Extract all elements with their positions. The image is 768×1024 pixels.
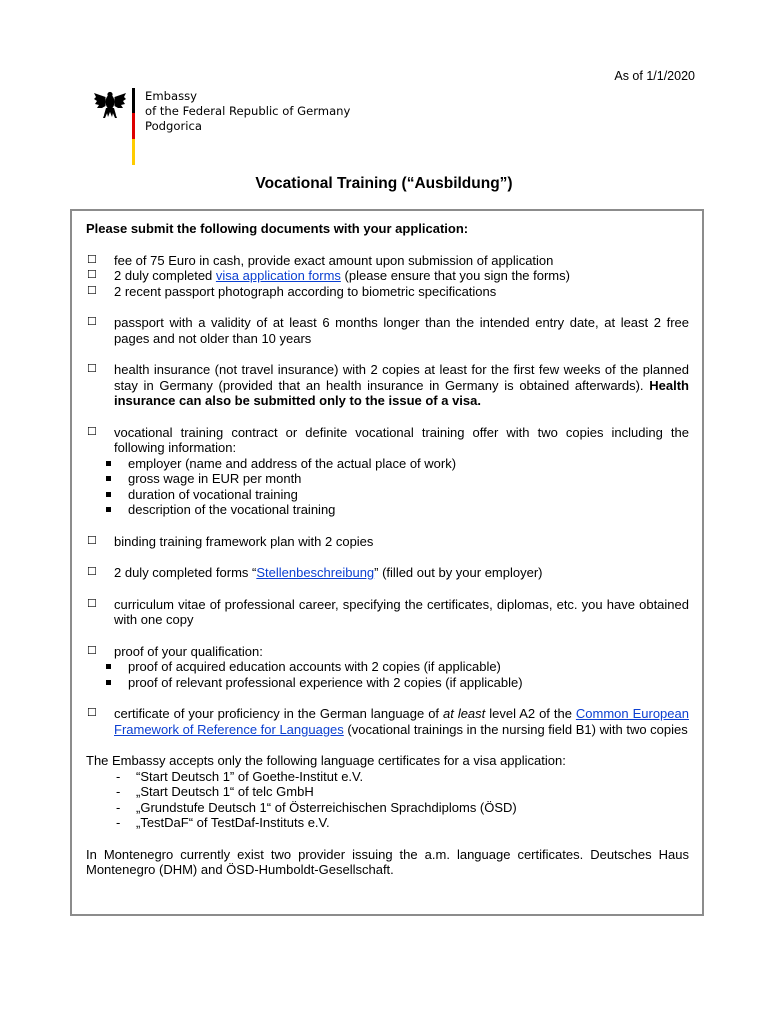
checkbox-icon[interactable]: ☐ xyxy=(87,597,97,610)
item-text: (please ensure that you sign the forms) xyxy=(340,268,570,283)
embassy-name xyxy=(145,89,350,134)
list-item: - „Grundstufe Deutsch 1“ of Österreichischen Sprachdiploms (ÖSD) xyxy=(86,800,689,816)
list-item: employer (name and address of the actual place of work) xyxy=(86,456,689,472)
requirements-box xyxy=(70,209,704,916)
item-text: 2 recent passport photograph according to biometric specifications xyxy=(114,283,497,299)
item-text: ” (filled out by your employer) xyxy=(374,565,543,580)
item-text: certificate of your proficiency in the German language of xyxy=(114,706,444,721)
item-text: 2 duly completed xyxy=(114,268,216,283)
item-text: 2 duly completed forms “ xyxy=(114,565,257,580)
stellenbeschreibung-link[interactable]: Stellenbeschreibung xyxy=(256,565,375,580)
item-text: vocational training contract or definite vocational training offer with two copies including the following information: xyxy=(114,424,689,455)
montenegro-providers-note: In Montenegro currently exist two provider issuing the a.m. language certificates. Deutsches Haus Montenegro (DHM) and ÖSD-Humboldt-Gesellschaft. xyxy=(86,846,689,877)
checkbox-icon[interactable]: ☐ xyxy=(87,284,97,297)
item-italic-text: at least xyxy=(443,706,486,721)
list-item: - “Start Deutsch 1” of Goethe-Institut e.V. xyxy=(86,769,689,785)
flag-stripe-black xyxy=(132,88,135,113)
checkbox-icon[interactable]: ☐ xyxy=(87,566,97,578)
checklist-item-passport xyxy=(86,315,689,346)
checklist-item-contract xyxy=(86,425,689,456)
item-bold-text: Health insurance can also be submitted only to the issue of a visa. xyxy=(114,377,689,408)
item-text: fee of 75 Euro in cash, provide exact amount upon submission of application xyxy=(114,252,554,268)
checklist-item-fee xyxy=(86,253,689,269)
date-label: As of 1/1/2020 xyxy=(614,69,695,83)
checkbox-icon[interactable]: ☐ xyxy=(87,269,97,281)
item-text: (vocational trainings in the nursing field B1) with two copies xyxy=(343,721,688,737)
checkbox-icon[interactable]: ☐ xyxy=(87,316,97,328)
checklist-item-language xyxy=(86,706,689,737)
embassy-name-line: of the Federal Republic of Germany xyxy=(145,104,351,118)
certificate-list xyxy=(86,769,689,831)
checkbox-icon[interactable]: ☐ xyxy=(87,363,97,375)
checkbox-icon[interactable]: ☐ xyxy=(87,425,97,438)
item-text: passport with a validity of at least 6 months longer than the intended entry date, at least 2 free pages and not older than 10 years xyxy=(114,315,689,346)
item-text: binding training framework plan with 2 copies xyxy=(114,533,374,549)
embassy-name-line: Podgorica xyxy=(145,119,202,133)
checklist-item-framework xyxy=(86,534,689,550)
checklist-item-job-description xyxy=(86,565,689,581)
item-text: proof of your qualification: xyxy=(114,643,263,659)
list-item: gross wage in EUR per month xyxy=(86,471,689,487)
flag-stripe-gold xyxy=(132,139,135,165)
checklist-item-cv xyxy=(86,597,689,628)
list-item: - „TestDaF“ of TestDaf-Instituts e.V. xyxy=(86,815,689,831)
checklist-item-insurance xyxy=(86,362,689,409)
list-item: proof of acquired education accounts with 2 copies (if applicable) xyxy=(86,659,689,675)
accepted-certificates-intro: The Embassy accepts only the following language certificates for a visa application: xyxy=(86,753,566,768)
item-text: level A2 of the xyxy=(485,706,576,721)
checkbox-icon[interactable]: ☐ xyxy=(87,707,97,719)
checklist-item-photo xyxy=(86,284,689,300)
qualification-list xyxy=(86,659,689,690)
checklist-item-qualification xyxy=(86,644,689,660)
list-item: proof of relevant professional experience with 2 copies (if applicable) xyxy=(86,675,689,691)
visa-forms-link[interactable]: visa application forms xyxy=(215,268,341,283)
checkbox-icon[interactable]: ☐ xyxy=(87,253,97,266)
page-title: Vocational Training (“Ausbildung”) xyxy=(255,175,513,192)
flag-stripe-red xyxy=(132,113,135,139)
requirements-heading: Please submit the following documents with your application: xyxy=(86,221,469,236)
item-text: health insurance (not travel insurance) with 2 copies at least for the first few weeks of the planned stay in Germany (provided that an health insurance in Germany is obtained afterwards). xyxy=(114,362,689,393)
item-text: curriculum vitae of professional career, specifying the certificates, diplomas, etc. you have obtained with one copy xyxy=(114,596,689,627)
checkbox-icon[interactable]: ☐ xyxy=(87,534,97,547)
list-item: duration of vocational training xyxy=(86,487,689,503)
checklist-item-forms xyxy=(86,268,689,284)
list-item: - „Start Deutsch 1“ of telc GmbH xyxy=(86,784,689,800)
cefr-link[interactable]: Common European Framework of Reference for Languages xyxy=(114,706,689,737)
embassy-logo xyxy=(93,88,363,168)
embassy-name-line: Embassy xyxy=(145,89,198,103)
checkbox-icon[interactable]: ☐ xyxy=(87,644,97,657)
federal-eagle-icon xyxy=(93,90,127,120)
list-item: description of the vocational training xyxy=(86,502,689,518)
contract-details-list xyxy=(86,456,689,518)
